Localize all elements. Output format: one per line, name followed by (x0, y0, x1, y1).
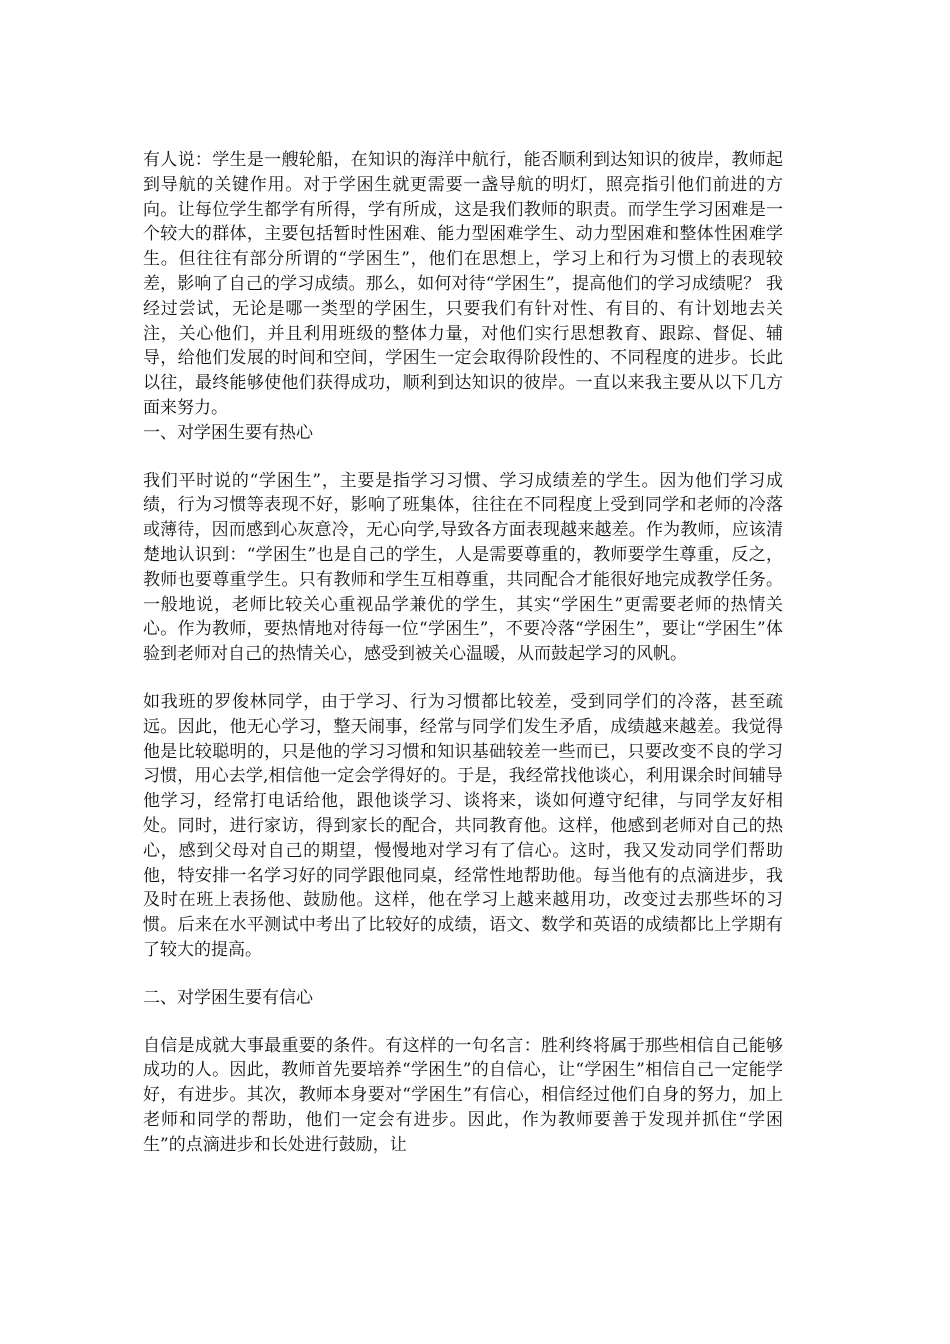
section-heading-1: 一、对学困生要有热心 (143, 422, 313, 443)
document-page (143, 148, 783, 1157)
paragraph-gap (143, 963, 783, 986)
section-2-paragraph-1: 自信是成就大事最重要的条件。有这样的一句名言：胜利终将属于那些相信自己能够成功的人。因此，教师首先要培养“学困生”的自信心，让“学困生”相信自己一定能学好，有进步。其次，教师本身要对“学困生”有信心，相信经过他们自身的努力，加上老师和同学的帮助，他们一定会有进步。因此，作为教师要善于发现并抓住“学困生”的点滴进步和长处进行鼓励，让 (143, 1035, 783, 1155)
section-1-paragraph-1: 我们平时说的“学困生”，主要是指学习习惯、学习成绩差的学生。因为他们学习成绩，行为习惯等表现不好，影响了班集体，往往在不同程度上受到同学和老师的冷落或薄待，因而感到心灰意冷，无心向学,导致各方面表现越来越差。作为教师，应该清楚地认识到：“学困生”也是自己的学生，人是需要尊重的，教师要学生尊重，反之，教师也要尊重学生。只有教师和学生互相尊重，共同配合才能很好地完成教学任务。一般地说，老师比较关心重视品学兼优的学生，其实“学困生”更需要老师的热情关心。作为教师，要热情地对待每一位“学困生”，不要冷落“学困生”，要让“学困生”体验到老师对自己的热情关心，感受到被关心温暖，从而鼓起学习的风帆。 (143, 470, 783, 665)
paragraph-gap (143, 446, 783, 469)
section-heading-2: 二、对学困生要有信心 (143, 987, 313, 1008)
section-1-paragraph-2: 如我班的罗俊林同学，由于学习、行为习惯都比较差，受到同学们的冷落，甚至疏远。因此，他无心学习，整天闹事，经常与同学们发生矛盾，成绩越来越差。我觉得他是比较聪明的，只是他的学习习惯和知识基础较差一些而已，只要改变不良的学习习惯，用心去学,相信他一定会学得好的。于是，我经常找他谈心，利用课余时间辅导他学习，经常打电话给他，跟他谈学习、谈将来，谈如何遵守纪律，与同学友好相处。同时，进行家访，得到家长的配合，共同教育他。这样，他感到老师对自己的热心，感到父母对自己的期望，慢慢地对学习有了信心。这时，我又发动同学们帮助他，特安排一名学习好的同学跟他同桌，经常性地帮助他。每当他有的点滴进步，我及时在班上表扬他、鼓励他。这样，他在学习上越来越用功，改变过去那些坏的习惯。后来在水平测试中考出了比较好的成绩，语文、数学和英语的成绩都比上学期有了较大的提高。 (143, 691, 783, 960)
paragraph-gap (143, 1011, 783, 1034)
paragraph-gap (143, 667, 783, 690)
intro-paragraph: 有人说：学生是一艘轮船，在知识的海洋中航行，能否顺利到达知识的彼岸，教师起到导航的关键作用。对于学困生就更需要一盏导航的明灯，照亮指引他们前进的方向。让每位学生都学有所得，学有所成，这是我们教师的职责。而学生学习困难是一个较大的群体，主要包括暂时性困难、能力型困难学生、动力型困难和整体性困难学生。但往往有部分所谓的“学困生”，他们在思想上，学习上和行为习惯上的表现较差，影响了自己的学习成绩。那么，如何对待“学困生”，提高他们的学习成绩呢？ 我经过尝试，无论是哪一类型的学困生，只要我们有针对性、有目的、有计划地去关注，关心他们，并且利用班级的整体力量，对他们实行思想教育、跟踪、督促、辅导，给他们发展的时间和空间，学困生一定会取得阶段性的、不同程度的进步。长此以往，最终能够使他们获得成功，顺利到达知识的彼岸。一直以来我主要从以下几方面来努力。 (143, 150, 783, 418)
